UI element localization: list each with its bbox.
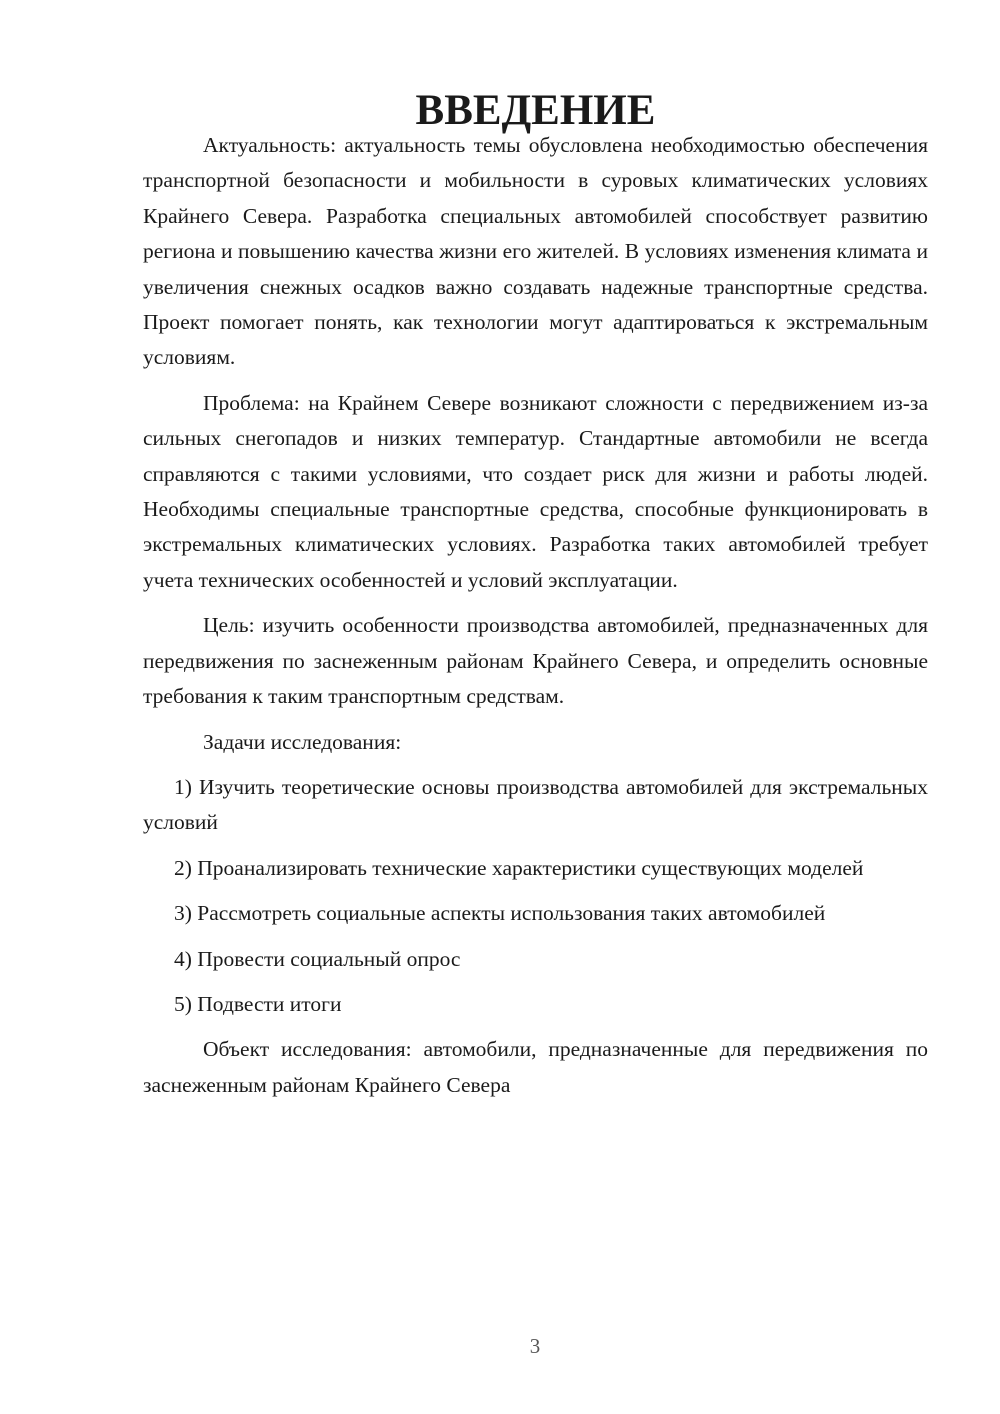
page-number: 3 [529, 1334, 541, 1358]
paragraph-relevance: Актуальность: актуальность темы обусловлена необходимостью обеспечения транспортной безопасности и мобильности в суровых климатических условиях Крайнего Севера. Разработка специальных автомобилей способствует развитию региона и повышению качества жизни его жителей. В условиях изменения климата и увеличения снежных осадков важно создавать надежные транспортные средства. Проект помогает понять, как технологии могут адаптироваться к экстремальным условиям. [143, 133, 928, 370]
task-item-4: 4) Провести социальный опрос [174, 946, 461, 971]
task-item-2: 2) Проанализировать технические характеристики существующих моделей [174, 855, 864, 880]
paragraph-goal: Цель: изучить особенности производства автомобилей, предназначенных для передвижения по заснеженным районам Крайнего Севера, и определить основные требования к таким транспортным средствам. [143, 613, 928, 709]
tasks-heading: Задачи исследования: [203, 729, 402, 754]
task-item-1: 1) Изучить теоретические основы производства автомобилей для экстремальных условий [143, 774, 928, 835]
task-item-5: 5) Подвести итоги [174, 991, 342, 1016]
section-heading: ВВЕДЕНИЕ [415, 87, 656, 134]
paragraph-problem: Проблема: на Крайнем Севере возникают сложности с передвижением из-за сильных снегопадов и низких температур. Стандартные автомобили не всегда справляются с такими условиями, что создает риск для жизни и работы людей. Необходимы специальные транспортные средства, способные функционировать в экстремальных климатических условиях. Разработка таких автомобилей требует учета технических особенностей и условий эксплуатации. [143, 390, 928, 592]
document-page [143, 87, 928, 1103]
paragraph-object: Объект исследования: автомобили, предназначенные для передвижения по заснеженным районам Крайнего Севера [143, 1037, 928, 1097]
task-item-3: 3) Рассмотреть социальные аспекты использования таких автомобилей [174, 901, 826, 926]
